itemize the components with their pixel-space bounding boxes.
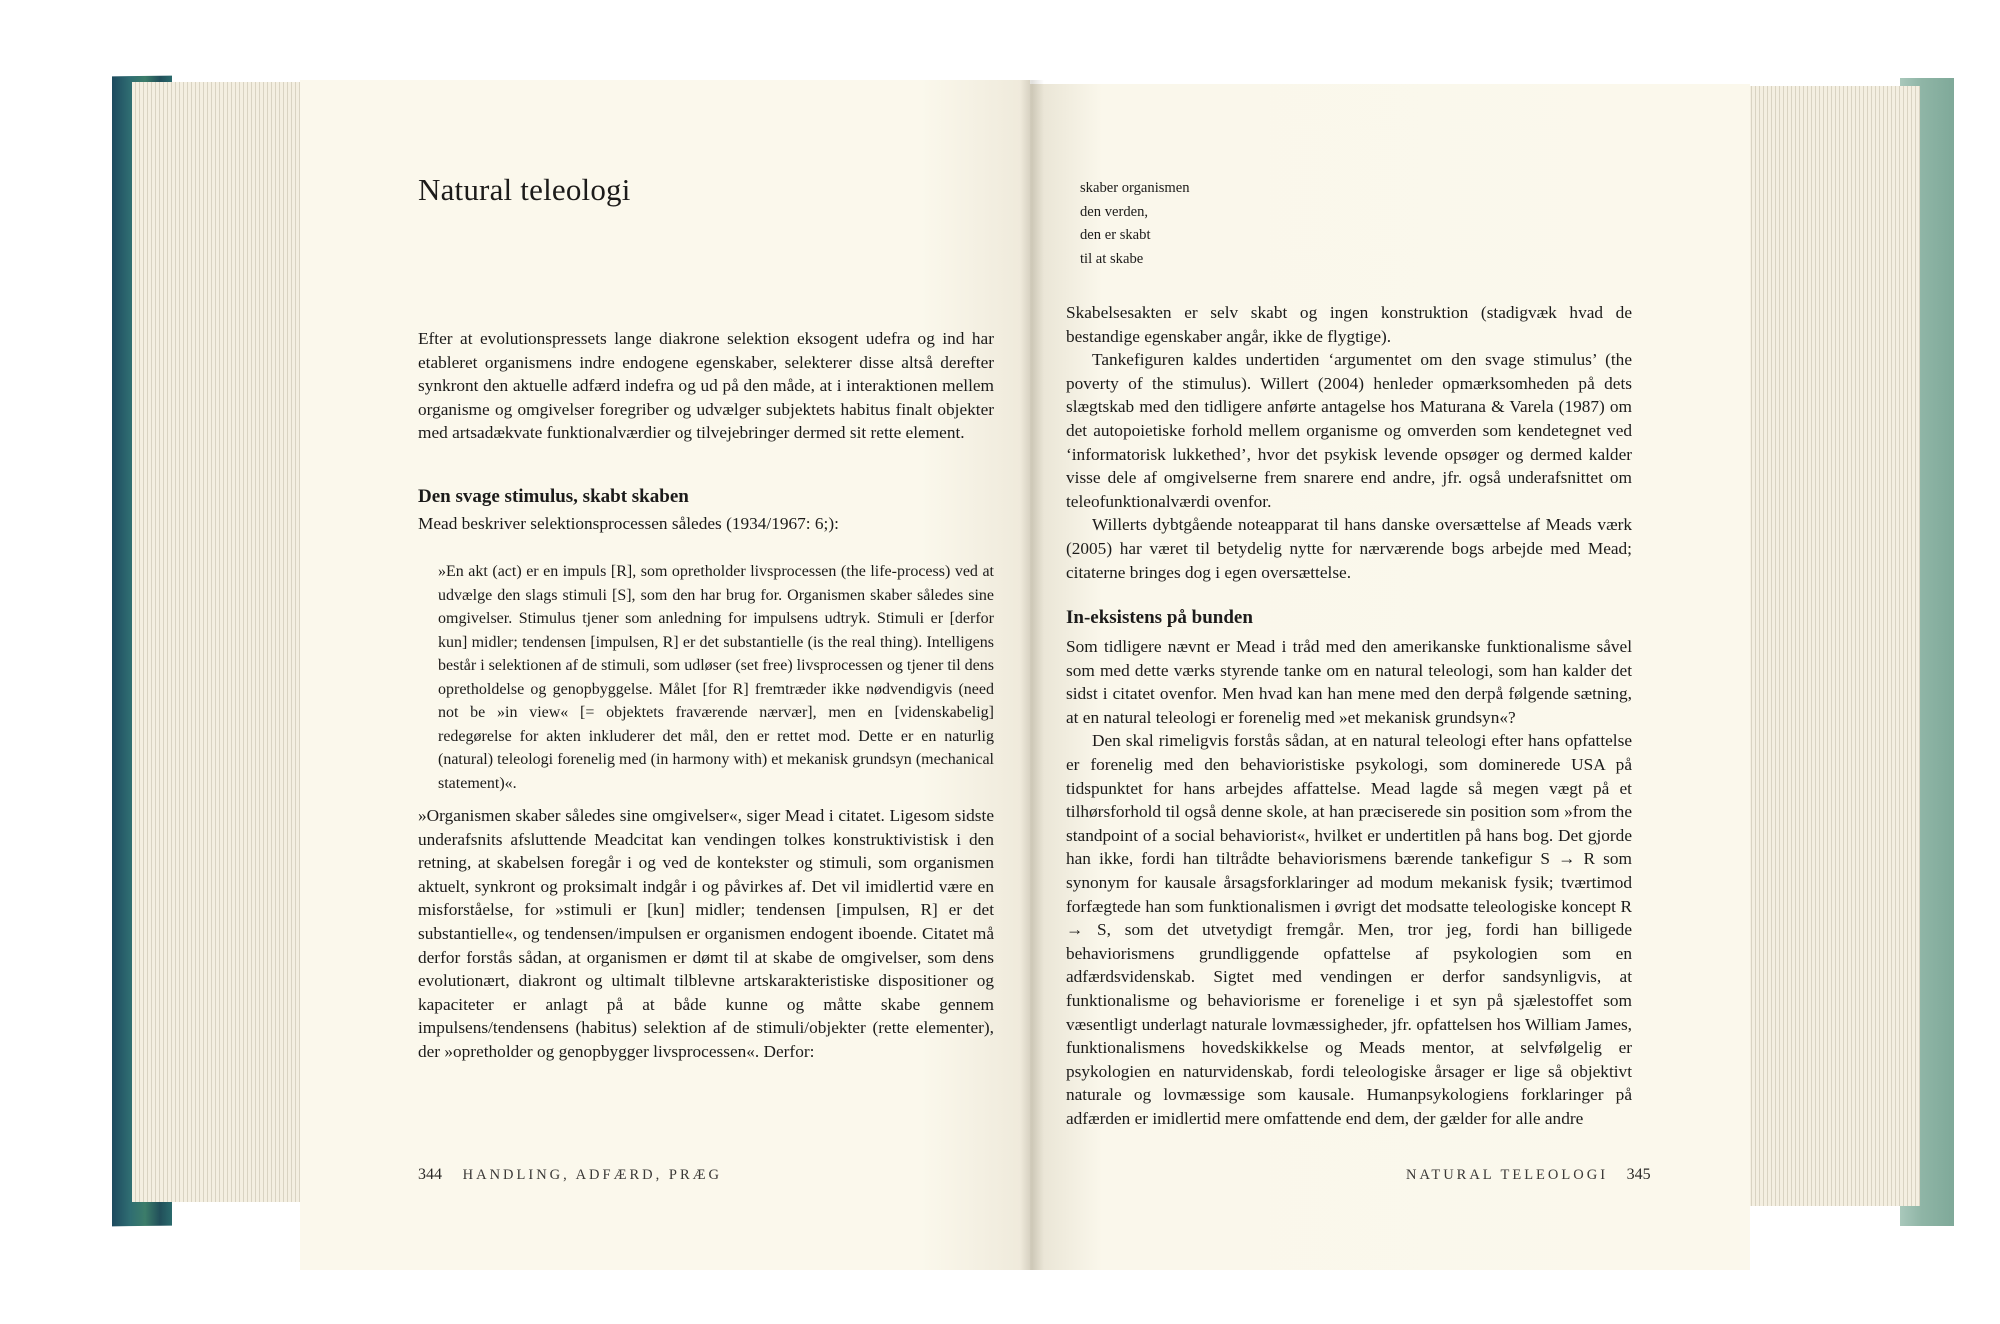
book-gutter (1020, 80, 1044, 1270)
right-paragraph-5: Den skal rimeligvis forstås sådan, at en natural teleologi efter hans opfattelse er forenelig med den behavioristiske psykologi, som dominerede USA på tidspunktet for hans arbejdes affattelse. Mead lagde så megen vægt på et tilhørsforhold til også denne skole, at han præciserede sin position som »from the standpoint of a social behaviorist«, hvilket er undertitlen på hans bog. Det gjorde han ikke, fordi han tiltrådte behaviorismens bærende tankefigur S → R som synonym for kausale årsagsforklaringer ad modum mekanisk fysik; tværtimod forfægtede han som funktionalismen i øvrigt det modsatte teleologiske koncept R → S, som det utvetydigt fremgår. Men, tror jeg, fordi han billigede behaviorismens grundliggende opfattelse af psykologien som en adfærdsvidenskab. Sigtet med vendingen er derfor sandsynligvis, at funktionalisme og behaviorisme er forenelige i et syn på sjælestoffet som væsentligt underlagt naturale lovmæssigheder, jfr. opfattelsen hos William James, funktionalismens hovedskikkelse og Meads mentor, at selvfølgelig er psykologien en naturvidenskab, fordi teleologiske årsager er lige så objektivt naturale og lovmæssige som kausale. Humanpsykologiens forklaringer på adfærden er imidlertid mere omfattende end dem, der gælder for alle andre (1066, 731, 1632, 1128)
left-body-block (418, 804, 994, 1064)
poem-line: til at skabe (1080, 250, 1144, 267)
left-page-number: 344 (418, 1166, 442, 1183)
left-section-heading: Den svage stimulus, skabt skaben (418, 486, 689, 507)
poem-line: den er skabt (1080, 227, 1151, 244)
right-text-block-1 (1066, 301, 1632, 584)
left-body-paragraph: »Organismen skaber således sine omgivelser«, siger Mead i citatet. Ligesom sidste underafsnits afsluttende Meadcitat kan vendingen tolkes konstruktivistisk i den retning, at skabelsen foregår i og ved de kontekster og stimuli, som organismen aktuelt, synkront og proksimalt indgår i og påvirkes af. Det vil imidlertid være en misforståelse, for »stimuli er [kun] midler; tendensen [impulsen, R] er det substantielle«, og tendensen/impulsen er organismen endogent iboende. Citatet må derfor forstås sådan, at organismen er dømt til at skabe de omgivelser, som dens evolutionært, diakront og ultimalt tilblevne artskarakteristiske dispositioner og kapaciteter er anlagt på at både kunne og måtte skabe gennem impulsens/tendensens (habitus) selektion af de stimuli/objekter (rette elementer), der »opretholder og genopbygger livsprocessen«. Derfor: (418, 806, 994, 1061)
poem-line: den verden, (1080, 203, 1149, 220)
right-text-block-2 (1066, 635, 1632, 1130)
poem-block (1080, 177, 1190, 271)
poem-line: skaber organismen (1080, 180, 1190, 196)
chapter-title: Natural teleologi (418, 172, 631, 207)
left-running-head: HANDLING, ADFÆRD, PRÆG (462, 1167, 722, 1183)
right-paragraph-1: Skabelsesakten er selv skabt og ingen konstruktion (stadigvæk hvad de bestandige egenskaber angår, ikke de flygtige). (1066, 303, 1632, 346)
page-edges-right (1740, 86, 1920, 1206)
left-section-lead: Mead beskriver selektionsprocessen således (1934/1967: 6;): (418, 514, 839, 533)
mead-quote-block (438, 560, 994, 795)
right-paragraph-3: Willerts dybtgående noteapparat til hans danske oversættelse af Meads værk (2005) har været til betydelig nytte for nærværende bogs arbejde med Mead; citaterne bringes dog i egen oversættelse. (1066, 515, 1632, 582)
left-intro-paragraph: Efter at evolutionspressets lange diakrone selektion eksogent udefra og ind har etableret organismens indre endogene egenskaber, selekterer disse altså derefter synkront den aktuelle adfærd indefra og ud på den måde, at i interaktionen mellem organisme og omgivelser foregriber og udvælger subjektets habitus finalt objekter med artsadækvate funktionalværdier og tilvejebringer dermed sit rette element. (418, 329, 994, 443)
left-footer (418, 1166, 722, 1184)
right-running-head: NATURAL TELEOLOGI (1406, 1167, 1609, 1183)
mead-quote: »En akt (act) er en impuls [R], som opretholder livsprocessen (the life-process) ved at udvælge den slags stimuli [S], som den har brug for. Organismen skaber således sine omgivelser. Stimulus tjener som anledning for impulsens udtryk. Stimuli er [derfor kun] midler; tendensen [impulsen, R] er det substantielle (is the real thing). Intelligens består i selektionen af de stimuli, som udløser (set free) livsprocessen og tjener til dens opretholdelse og genopbyggelse. Målet [for R] fremtræder ikke nødvendigvis (need not be »in view« [= objektets fraværende nærvær], men en [videnskabelig] redegørelse for akten inkluderer det mål, den er rettet mod. Dette er en naturlig (natural) teleologi forenelig med (in harmony with) et mekanisk grundsyn (mechanical statement)«. (438, 563, 994, 792)
right-paragraph-4: Som tidligere nævnt er Mead i tråd med den amerikanske funktionalisme såvel som med dette værks styrende tanke om en natural teleologi, som han kalder det sidst i citatet ovenfor. Men hvad kan han mene med den derpå følgende sætning, at en natural teleologi er forenelig med »et mekanisk grundsyn«? (1066, 637, 1632, 727)
right-paragraph-2: Tankefiguren kaldes undertiden ‘argumentet om den svage stimulus’ (the poverty of the stimulus). Willert (2004) henleder opmærksomheden på dets slægtskab med den tidligere anførte antagelse hos Maturana & Varela (1987) om det autopoietiske forhold mellem organisme og omverden som kendetegnet ved ‘informatorisk lukkethed’, hvor det psykisk levende opsøger og dermed kalder visse dele af omgivelserne frem snarere end andre, jfr. også underafsnittet om teleofunktionalværdi ovenfor. (1066, 350, 1632, 511)
left-section-lead-block (418, 512, 994, 536)
right-section-heading: In-eksistens på bunden (1066, 607, 1253, 628)
right-page-number: 345 (1626, 1166, 1651, 1183)
left-intro-block (418, 327, 994, 445)
right-footer (1406, 1166, 1651, 1184)
page-edges-left (132, 82, 322, 1202)
